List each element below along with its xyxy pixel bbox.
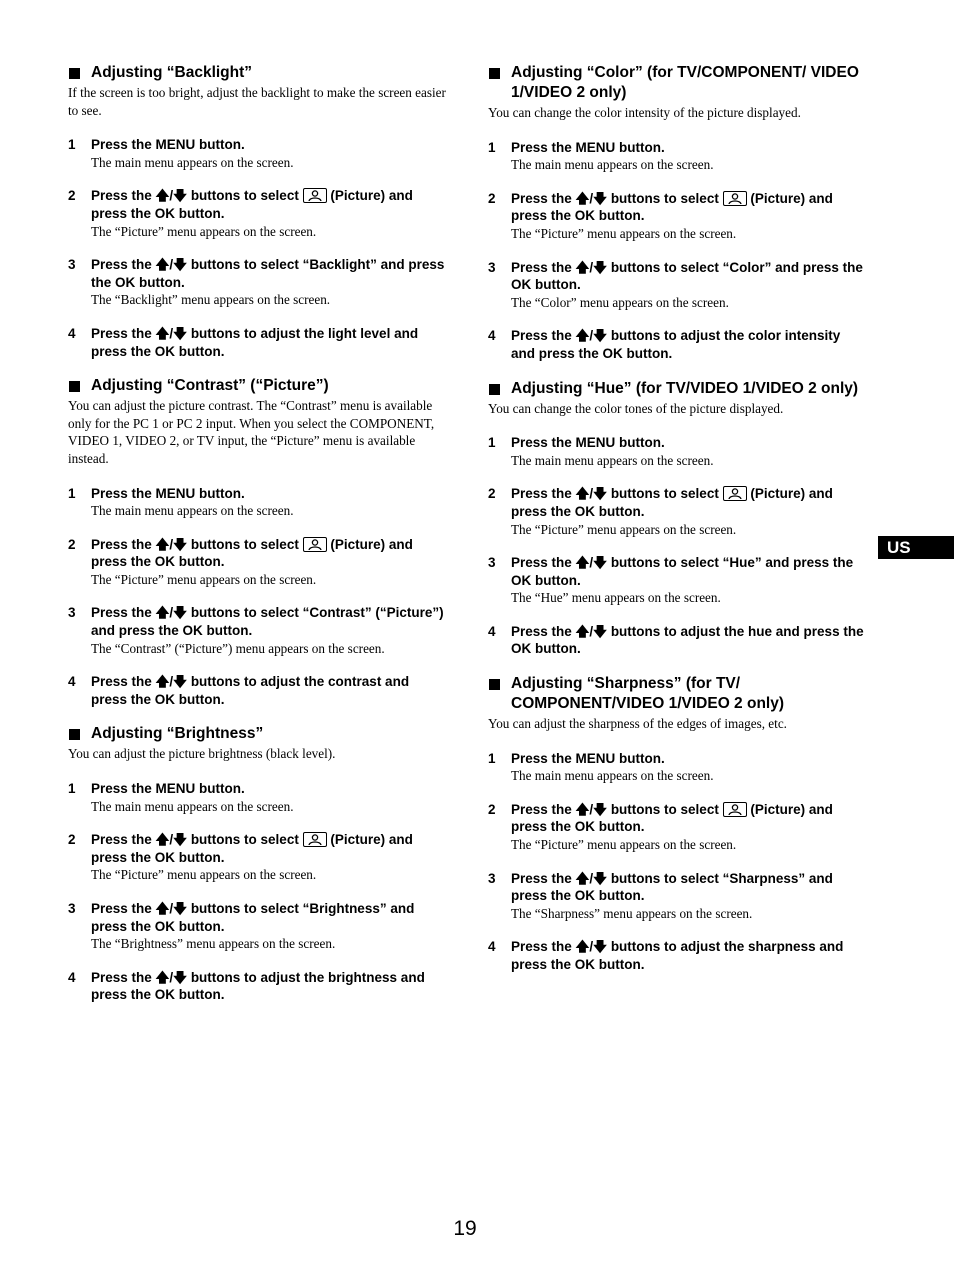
- section-heading: [488, 379, 866, 399]
- step-number: 2: [488, 486, 496, 502]
- up-down-arrows-icon: 🡅/🡇: [575, 870, 608, 886]
- step-number: 1: [68, 781, 76, 797]
- up-down-arrows-icon: 🡅/🡇: [155, 832, 188, 848]
- step-instruction: [91, 187, 446, 222]
- left-column: [68, 63, 446, 1020]
- square-bullet-icon: [69, 68, 80, 79]
- instruction-text: buttons to adjust the brightness and press the OK button.: [91, 969, 425, 1003]
- step-item: [68, 831, 446, 884]
- step-instruction: [91, 136, 446, 154]
- step-item: [488, 139, 866, 174]
- section-heading: [488, 63, 866, 103]
- step-result: The “Picture” menu appears on the screen.: [91, 867, 317, 883]
- step-item: [68, 187, 446, 240]
- up-down-arrows-icon: 🡅/🡇: [575, 259, 608, 275]
- instruction-text: (Picture) and press the OK button.: [91, 188, 413, 221]
- step-item: [488, 870, 866, 923]
- step-instruction: [511, 938, 866, 973]
- square-bullet-icon: [489, 68, 500, 79]
- instruction-text: buttons to select: [187, 832, 303, 848]
- step-item: [68, 536, 446, 589]
- step-item: [488, 434, 866, 469]
- step-instruction: [91, 325, 446, 360]
- section: [488, 63, 866, 363]
- instruction-text: buttons to adjust the sharpness and press the OK button.: [511, 939, 844, 972]
- step-instruction: [511, 870, 866, 905]
- step-list: [68, 780, 446, 1004]
- step-number: 3: [488, 555, 496, 571]
- instruction-text: (Picture) and press the OK button.: [91, 832, 413, 865]
- step-instruction: [511, 327, 866, 362]
- step-result: The “Picture” menu appears on the screen.: [511, 521, 737, 537]
- step-item: [68, 485, 446, 520]
- step-item: [68, 673, 446, 708]
- step-result: The “Picture” menu appears on the screen.: [91, 223, 317, 239]
- step-number: 2: [68, 188, 76, 204]
- section-title: Adjusting “Brightness”: [91, 725, 264, 743]
- picture-icon: [303, 537, 327, 552]
- section: [488, 674, 866, 974]
- step-instruction: [91, 969, 446, 1004]
- step-list: [488, 434, 866, 658]
- section-title: Adjusting “Hue” (for TV/VIDEO 1/VIDEO 2 only): [511, 379, 859, 397]
- up-down-arrows-icon: 🡅/🡇: [575, 801, 608, 817]
- step-number: 1: [488, 435, 496, 451]
- step-item: [68, 780, 446, 815]
- up-down-arrows-icon: 🡅/🡇: [155, 605, 188, 621]
- instruction-text: Press the: [91, 901, 156, 916]
- section-intro: You can adjust the picture contrast. The “Contrast” menu is available only for the PC 1 or PC 2 input. When you select the COMPONENT, VIDEO 1, VIDEO 2, or TV input, the “Picture” menu is available instead.: [68, 398, 435, 466]
- instruction-text: Press the: [91, 969, 156, 985]
- step-result: The “Hue” menu appears on the screen.: [511, 590, 721, 606]
- instruction-text: (Picture) and press the OK button.: [91, 536, 413, 570]
- step-result: The main menu appears on the screen.: [91, 154, 294, 170]
- step-item: [488, 750, 866, 785]
- up-down-arrows-icon: 🡅/🡇: [575, 555, 608, 571]
- instruction-text: Press the: [511, 939, 576, 955]
- step-result: The main menu appears on the screen.: [511, 157, 714, 173]
- step-result: The main menu appears on the screen.: [91, 798, 294, 814]
- step-instruction: [511, 434, 866, 452]
- step-item: [488, 554, 866, 607]
- square-bullet-icon: [69, 729, 80, 740]
- instruction-text: (Picture) and press the OK button.: [511, 486, 833, 519]
- step-instruction: [91, 256, 446, 291]
- section-intro: If the screen is too bright, adjust the backlight to make the screen easier to see.: [68, 85, 446, 118]
- step-item: [488, 327, 866, 362]
- step-number: 3: [488, 259, 496, 275]
- up-down-arrows-icon: 🡅/🡇: [575, 190, 608, 206]
- section-title: Adjusting “Contrast” (“Picture”): [91, 377, 329, 395]
- instruction-text: Press the MENU button.: [511, 750, 665, 766]
- up-down-arrows-icon: 🡅/🡇: [575, 939, 608, 955]
- step-result: The main menu appears on the screen.: [511, 768, 714, 784]
- instruction-text: Press the: [511, 555, 576, 571]
- step-instruction: [91, 900, 446, 935]
- step-result: The “Contrast” (“Picture”) menu appears on the screen.: [91, 640, 385, 656]
- step-number: 3: [68, 257, 76, 273]
- section-title: Adjusting “Backlight”: [91, 64, 253, 81]
- up-down-arrows-icon: 🡅/🡇: [155, 325, 188, 341]
- square-bullet-icon: [69, 381, 80, 392]
- step-number: 3: [68, 605, 76, 621]
- step-number: 1: [488, 750, 496, 766]
- instruction-text: buttons to select “Contrast” (“Picture”) and press the OK button.: [91, 605, 444, 639]
- picture-icon: [303, 832, 327, 847]
- section: [68, 724, 446, 1004]
- section-intro: You can change the color tones of the picture displayed.: [488, 400, 784, 416]
- instruction-text: Press the: [511, 259, 576, 275]
- step-number: 4: [488, 939, 496, 955]
- step-number: 2: [488, 190, 496, 206]
- step-instruction: [511, 259, 866, 294]
- language-tab-label: US: [887, 538, 911, 557]
- instruction-text: Press the: [91, 536, 156, 552]
- step-result: The “Backlight” menu appears on the screen.: [91, 292, 331, 308]
- step-list: [488, 139, 866, 363]
- section-intro: You can adjust the sharpness of the edges of images, etc.: [488, 716, 787, 732]
- step-instruction: [91, 604, 446, 639]
- step-number: 1: [68, 485, 76, 501]
- instruction-text: buttons to select “Hue” and press the OK button.: [511, 555, 854, 588]
- section-heading: [488, 674, 866, 714]
- instruction-text: Press the: [511, 870, 576, 886]
- step-item: [488, 801, 866, 854]
- instruction-text: Press the: [91, 325, 156, 341]
- instruction-text: buttons to select “Backlight” and press the OK button.: [91, 257, 445, 290]
- instruction-text: buttons to adjust the contrast and press the OK button.: [91, 674, 410, 707]
- instruction-text: buttons to select: [607, 801, 723, 817]
- step-item: [488, 485, 866, 538]
- instruction-text: buttons to select: [607, 190, 723, 206]
- step-item: [488, 190, 866, 243]
- step-instruction: [511, 190, 866, 225]
- step-number: 3: [488, 870, 496, 886]
- step-number: 3: [68, 901, 76, 916]
- step-instruction: [91, 673, 446, 708]
- step-number: 4: [68, 325, 76, 341]
- step-result: The “Picture” menu appears on the screen.: [511, 225, 737, 241]
- section-heading: [68, 724, 446, 744]
- instruction-text: buttons to select “Color” and press the OK button.: [511, 259, 863, 293]
- step-list: [488, 750, 866, 974]
- up-down-arrows-icon: 🡅/🡇: [155, 188, 188, 204]
- section-title: Adjusting “Sharpness” (for TV/ COMPONENT/VIDEO 1/VIDEO 2 only): [511, 675, 785, 713]
- instruction-text: buttons to select: [187, 188, 303, 204]
- step-item: [488, 938, 866, 973]
- instruction-text: Press the: [511, 623, 576, 639]
- step-result: The main menu appears on the screen.: [511, 452, 714, 468]
- step-list: [68, 485, 446, 709]
- section: [68, 63, 446, 360]
- instruction-text: buttons to select “Brightness” and press the OK button.: [91, 901, 415, 934]
- step-number: 2: [488, 801, 496, 817]
- up-down-arrows-icon: 🡅/🡇: [155, 969, 188, 985]
- picture-icon: [723, 486, 747, 501]
- up-down-arrows-icon: 🡅/🡇: [155, 536, 188, 552]
- picture-icon: [723, 191, 747, 206]
- language-tab: [878, 536, 954, 559]
- section-intro: You can change the color intensity of the picture displayed.: [488, 105, 801, 120]
- instruction-text: Press the: [511, 190, 576, 206]
- up-down-arrows-icon: 🡅/🡇: [575, 486, 608, 502]
- instruction-text: Press the MENU button.: [511, 139, 665, 155]
- instruction-text: Press the: [511, 328, 576, 344]
- step-result: The “Color” menu appears on the screen.: [511, 294, 729, 310]
- step-instruction: [511, 554, 866, 589]
- step-item: [68, 969, 446, 1004]
- step-instruction: [511, 623, 866, 658]
- step-result: The “Picture” menu appears on the screen.: [91, 571, 317, 587]
- step-number: 2: [68, 832, 76, 848]
- step-item: [488, 259, 866, 312]
- picture-icon: [303, 188, 327, 203]
- up-down-arrows-icon: 🡅/🡇: [155, 674, 188, 690]
- section: [68, 376, 446, 708]
- step-instruction: [91, 485, 446, 503]
- step-number: 4: [488, 328, 496, 344]
- instruction-text: Press the MENU button.: [91, 137, 245, 153]
- right-column: [488, 63, 866, 990]
- step-instruction: [511, 139, 866, 157]
- instruction-text: buttons to adjust the light level and press the OK button.: [91, 325, 419, 359]
- up-down-arrows-icon: 🡅/🡇: [155, 257, 188, 273]
- instruction-text: Press the: [91, 188, 156, 204]
- step-number: 1: [68, 137, 76, 153]
- step-number: 4: [488, 623, 496, 639]
- step-instruction: [91, 536, 446, 571]
- instruction-text: buttons to adjust the hue and press the OK button.: [511, 623, 864, 657]
- step-instruction: [511, 801, 866, 836]
- picture-icon: [723, 802, 747, 817]
- square-bullet-icon: [489, 679, 500, 690]
- step-result: The “Brightness” menu appears on the screen.: [91, 936, 336, 952]
- step-number: 4: [68, 674, 76, 690]
- step-item: [68, 256, 446, 309]
- instruction-text: Press the: [91, 257, 156, 273]
- instruction-text: Press the: [511, 486, 576, 502]
- instruction-text: buttons to select: [187, 536, 303, 552]
- step-list: [68, 136, 446, 360]
- step-number: 1: [488, 139, 496, 155]
- instruction-text: (Picture) and press the OK button.: [511, 190, 833, 224]
- instruction-text: Press the MENU button.: [91, 485, 245, 501]
- step-item: [68, 325, 446, 360]
- step-item: [68, 900, 446, 953]
- square-bullet-icon: [489, 384, 500, 395]
- instruction-text: Press the: [511, 801, 576, 817]
- instruction-text: buttons to adjust the color intensity and press the OK button.: [511, 328, 841, 361]
- instruction-text: Press the MENU button.: [91, 781, 245, 797]
- step-item: [488, 623, 866, 658]
- instruction-text: Press the: [91, 832, 156, 848]
- instruction-text: buttons to select “Sharpness” and press the OK button.: [511, 870, 833, 904]
- step-result: The “Sharpness” menu appears on the screen.: [511, 905, 753, 921]
- step-result: The main menu appears on the screen.: [91, 503, 294, 519]
- step-item: [68, 604, 446, 657]
- step-item: [68, 136, 446, 171]
- instruction-text: Press the: [91, 674, 156, 690]
- step-instruction: [511, 750, 866, 768]
- page-number: 19: [453, 1217, 477, 1240]
- step-instruction: [511, 485, 866, 520]
- instruction-text: buttons to select: [607, 486, 723, 502]
- step-instruction: [91, 831, 446, 866]
- instruction-text: Press the MENU button.: [511, 435, 665, 451]
- section-heading: [68, 376, 446, 396]
- instruction-text: Press the: [91, 605, 156, 621]
- up-down-arrows-icon: 🡅/🡇: [575, 623, 608, 639]
- instruction-text: (Picture) and press the OK button.: [511, 801, 833, 835]
- up-down-arrows-icon: 🡅/🡇: [155, 901, 188, 916]
- section: [488, 379, 866, 659]
- step-number: 4: [68, 969, 76, 985]
- section-title: Adjusting “Color” (for TV/COMPONENT/ VIDEO 1/VIDEO 2 only): [511, 64, 859, 101]
- section-intro: You can adjust the picture brightness (black level).: [68, 746, 336, 762]
- step-number: 2: [68, 536, 76, 552]
- step-result: The “Picture” menu appears on the screen.: [511, 837, 737, 853]
- step-instruction: [91, 780, 446, 798]
- section-heading: [68, 63, 446, 83]
- up-down-arrows-icon: 🡅/🡇: [575, 328, 608, 344]
